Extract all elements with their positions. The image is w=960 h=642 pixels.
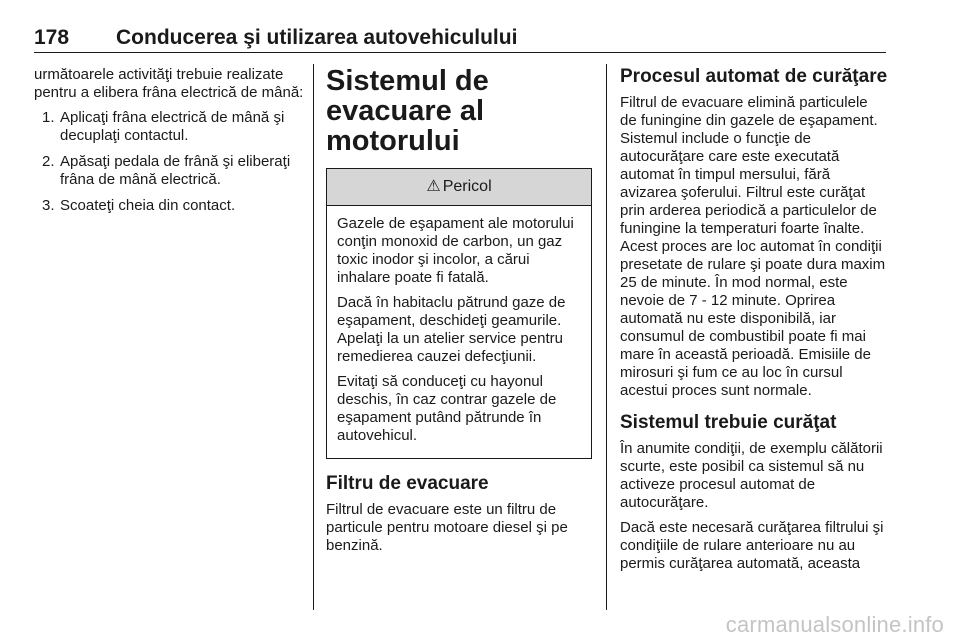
header-divider [34,52,886,53]
column-right [620,66,888,580]
danger-paragraph: Evitaţi să conduceţi cu hayonul deschis, în caz contrar gazele de eşapament putând pătrunde în autovehicul. [337,373,557,444]
page-number: 178 [34,26,70,49]
step-text: Aplicaţi frâna electrică de mână şi decuplaţi contactul. [60,109,285,144]
steps-list [34,109,304,215]
danger-paragraph: Dacă în habitaclu pătrund gaze de eşapament, deschideţi geamurile. Apelaţi la un atelier service pentru remedierea cauzei defecţiunii. [337,294,566,365]
auto-clean-title: Procesul automat de curăţare [620,66,888,87]
page-title: Conducerea şi utilizarea autovehiculului [116,26,518,49]
column-divider-1 [313,64,314,610]
step-number: 2. [42,153,55,170]
step-number: 3. [42,197,55,214]
clean-needed-paragraph: În anumite condiţii, de exemplu călătorii scurte, este posibil ca sistemul să nu activeze procesul automat de autocurăţare. [620,440,883,511]
clean-needed-title: Sistemul trebuie curăţat [620,412,837,433]
list-item [34,153,304,189]
danger-paragraph: Gazele de eşapament ale motorului conţin monoxid de carbon, un gaz toxic inodor şi incolor, a cărui inhalare poate fi fatală. [337,215,574,286]
step-text: Apăsaţi pedala de frână şi eliberaţi frâna de mână electrică. [60,153,291,188]
clean-needed-paragraph: Dacă este necesară curăţarea filtrului şi condiţiile de rulare anterioare nu au permis curăţarea automată, aceasta [620,519,884,572]
danger-box [326,168,592,459]
page-header [34,26,886,52]
danger-label: Pericol [442,178,492,195]
danger-header [327,169,591,206]
column-left [34,66,304,223]
column-divider-2 [606,64,607,610]
warning-triangle-icon: ⚠ [426,178,441,195]
watermark: carmanualsonline.info [725,612,944,637]
step-text: Scoateţi cheia din contact. [60,197,236,214]
intro-paragraph: următoarele activităţi trebuie realizate pentru a elibera frâna electrică de mână: [34,66,304,101]
list-item [34,109,304,145]
filter-paragraph: Filtrul de evacuare este un filtru de particule pentru motoare diesel şi pe benzină. [326,501,568,554]
filter-title: Filtru de evacuare [326,473,489,494]
step-number: 1. [42,109,55,126]
column-middle [326,66,592,562]
section-title: Sistemul de evacuare al motorului [326,65,489,157]
list-item [34,197,304,215]
auto-clean-paragraph: Filtrul de evacuare elimină particulele de funingine din gazele de eşapament. Sistemul include o funcţie de autocurăţare care este executată automat în timpul mersului, fără avizarea şoferului. Filtrul este curăţat prin arderea periodică a particulelor de funingine la temperaturi foarte înalte. Acest proces are loc automat în condiţii presetate de rulare şi poate dura maxim 25 de minute. În mod normal, este nevoie de 7 - 12 minute. Oprirea automată nu este disponibilă, iar consumul de combustibil poate fi mai mare în această perioadă. Emisiile de mirosuri şi fum ce au loc în cursul acestui proces sunt normale. [620,94,886,399]
danger-body [327,206,591,458]
